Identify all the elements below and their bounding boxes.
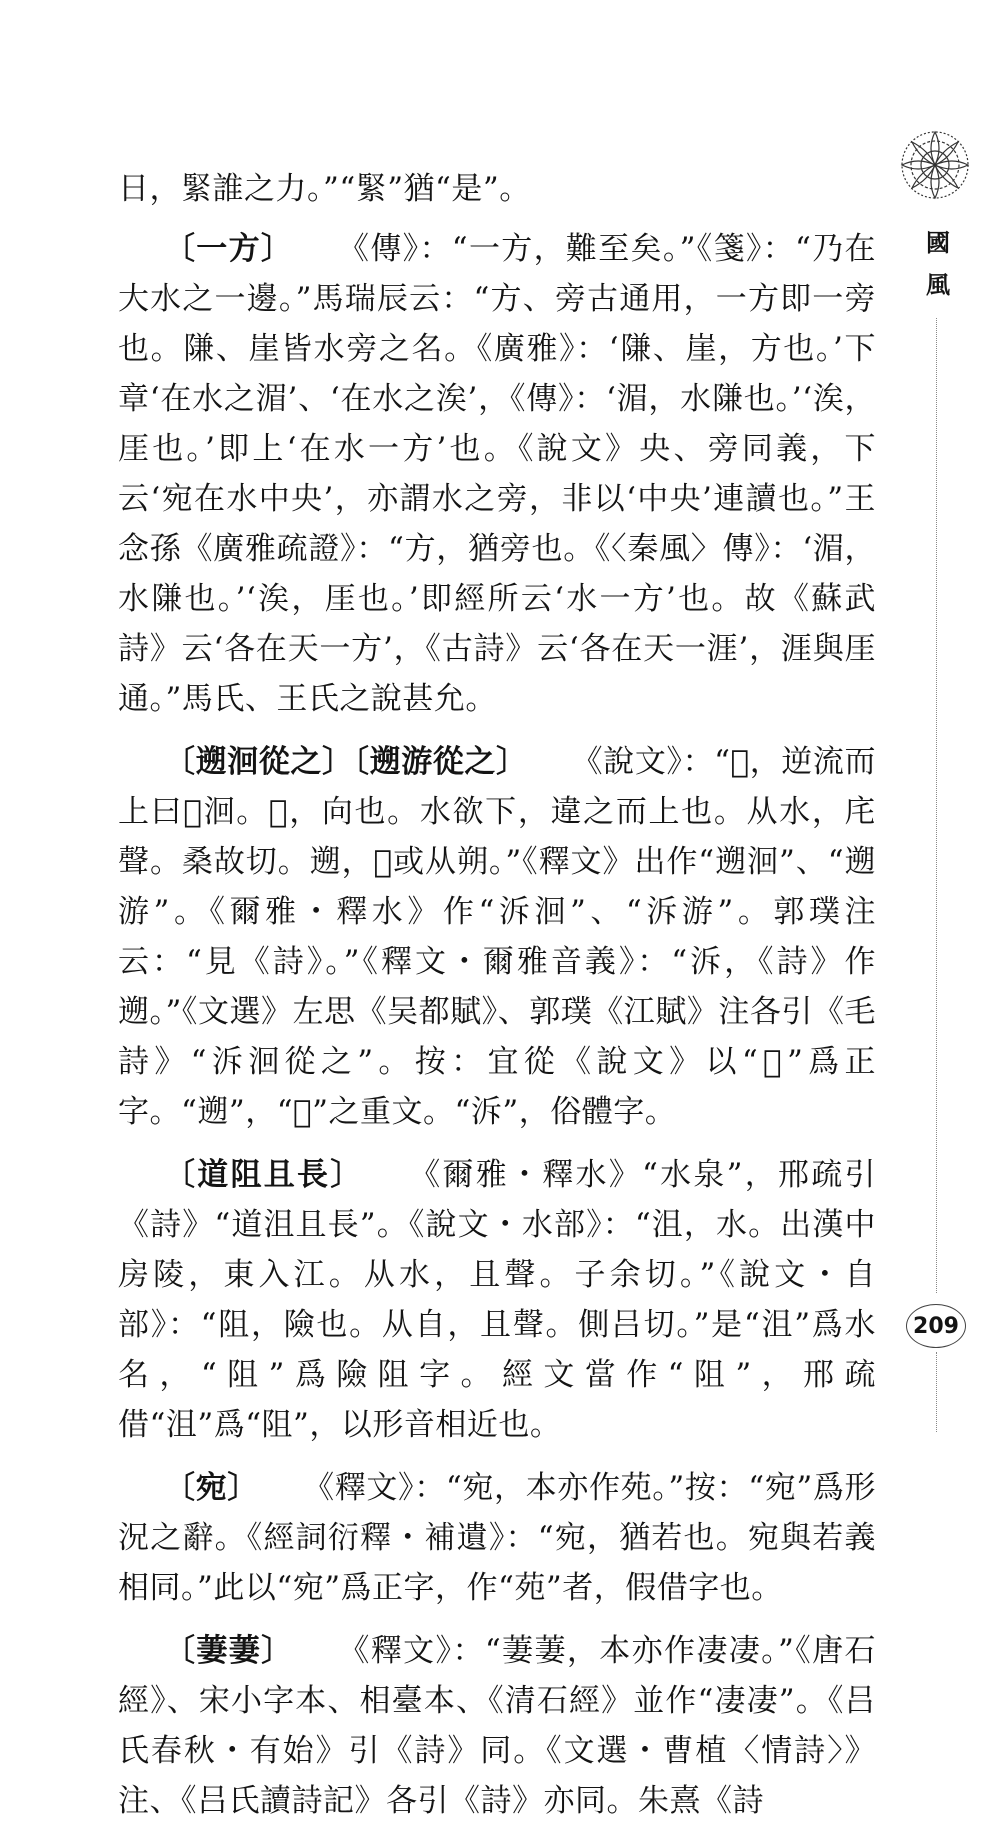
entry-yi-fang [118, 224, 876, 724]
entry-heading: 〔一方〕 [164, 231, 294, 267]
page-number: 209 [906, 1304, 966, 1348]
paragraph-text: 日，緊誰之力。”“緊”猶“是”。 [118, 171, 531, 207]
side-divider-line-lower [936, 1352, 937, 1432]
entry-wan [118, 1463, 876, 1613]
entry-heading: 〔萋萋〕 [164, 1633, 294, 1669]
entry-heading: 〔遡洄從之〕〔遡游從之〕 [164, 744, 528, 780]
entry-text: 《爾雅・釋水》“水泉”，邢疏引《詩》“道沮且長”。《說文・水部》：“沮，水。出漢中房陵，東入江。从水，且聲。子余切。”《說文・自部》：“阻，險也。从自，且聲。側吕切。”是“沮”爲水名，“阻”爲險阻字。經文當作“阻”，邢疏借“沮”爲“阻”，以形音相近也。 [118, 1157, 876, 1443]
entry-dao-zu [118, 1150, 876, 1450]
entry-su-hui [118, 737, 876, 1137]
entry-text: 《釋文》：“萋萋，本亦作凄凄。”《唐石經》、宋小字本、相臺本、《清石經》並作“凄凄”。《吕氏春秋・有始》引《詩》同。《文選・曹植〈情詩〉》注、《吕氏讀詩記》各引《詩》亦同。朱熹《詩 [118, 1633, 876, 1819]
paragraph-continuation [118, 164, 876, 214]
main-text-body [118, 164, 876, 1839]
entry-text: 《說文》：“𣳚，逆流而上曰𣳚洄。𣳚，向也。水欲下，違之而上也。从水，㡯聲。桑故切。遡，𣳚或从朔。”《釋文》出作“遡洄”、“遡游”。《爾雅・釋水》作“泝洄”、“泝游”。郭璞注云：“見《詩》。”《釋文・爾雅音義》：“泝，《詩》作遡。”《文選》左思《吴都賦》、郭璞《江賦》注各引《毛詩》“泝洄從之”。按：宜從《說文》以“𣳚”爲正字。“遡”，“𣳚”之重文。“泝”，俗體字。 [118, 744, 877, 1130]
decorative-ornament-icon [898, 128, 972, 202]
entry-text: 《傳》：“一方，難至矣。”《箋》：“乃在大水之一邊。”馬瑞辰云：“方、旁古通用，一方即一旁也。隒、崖皆水旁之名。《廣雅》：‘隒、崖，方也。’下章‘在水之湄’、‘在水之涘’，《傳》：‘湄，水隒也。’‘涘，厓也。’即上‘在水一方’也。《說文》央、旁同義，下云‘宛在水中央’，亦謂水之旁，非以‘中央’連讀也。”王念孫《廣雅疏證》：“方，猶旁也。《〈秦風〉傳》：‘湄，水隒也。’‘涘，厓也。’即經所云‘水一方’也。故《蘇武詩》云‘各在天一方’，《古詩》云‘各在天一涯’，涯與厓通。”馬氏、王氏之說甚允。 [118, 231, 877, 717]
entry-heading: 〔宛〕 [164, 1470, 259, 1506]
entry-qi-qi [118, 1626, 876, 1826]
side-section-title: 國風 [926, 229, 950, 299]
side-divider-line [936, 318, 937, 1293]
entry-text: 《釋文》：“宛，本亦作苑。”按：“宛”爲形況之辭。《經詞衍釋・補遺》：“宛，猶若也。宛與若義相同。”此以“宛”爲正字，作“苑”者，假借字也。 [118, 1470, 876, 1606]
entry-heading: 〔道阻且長〕 [164, 1157, 364, 1193]
